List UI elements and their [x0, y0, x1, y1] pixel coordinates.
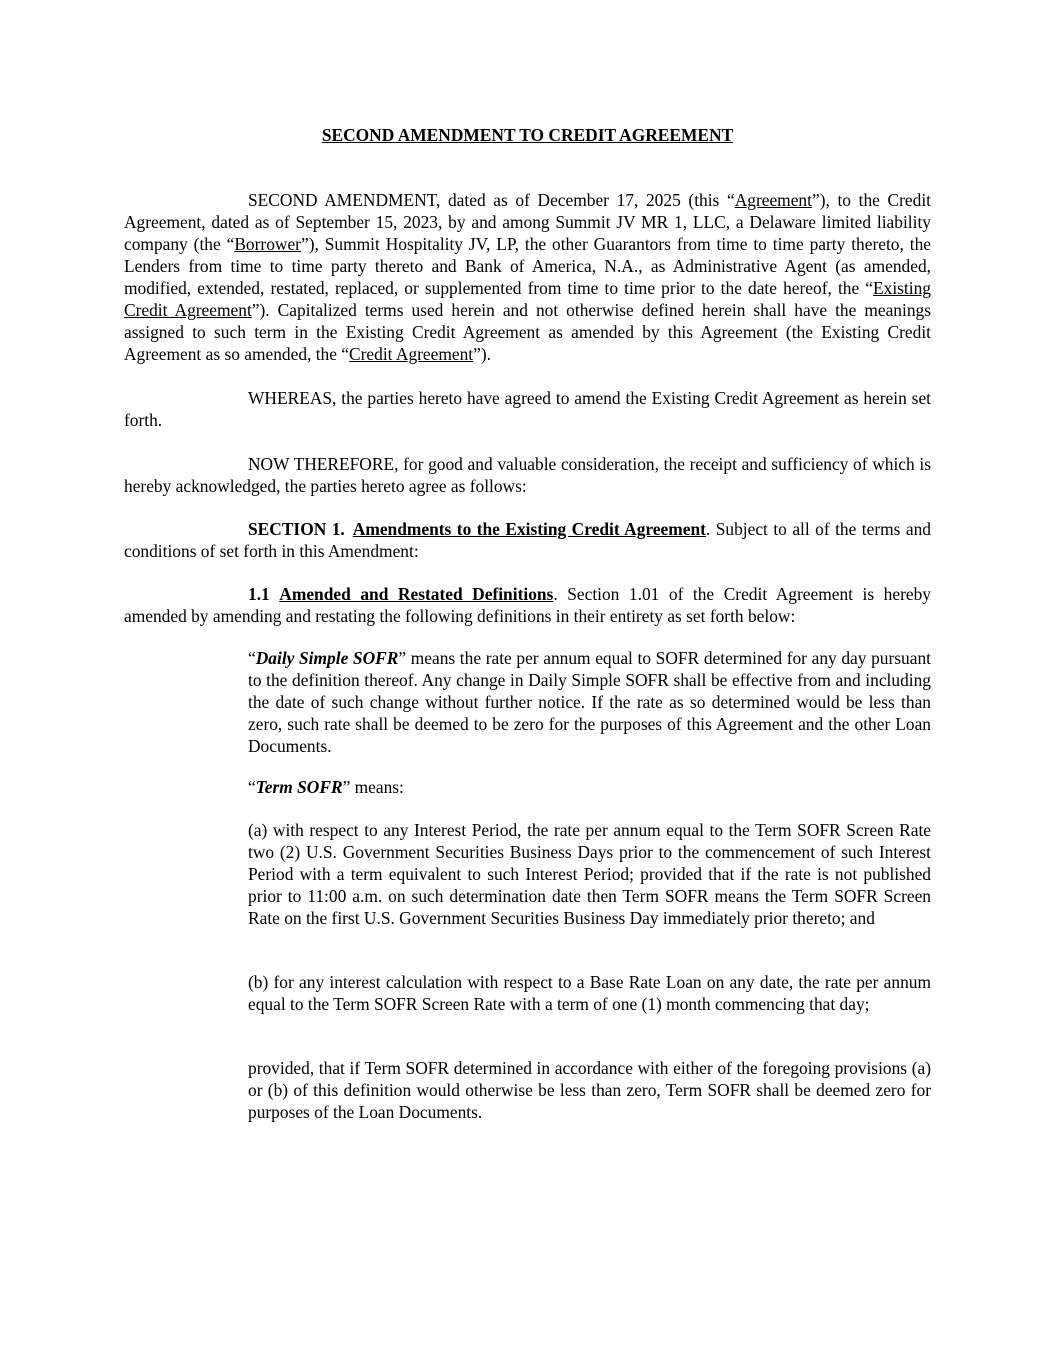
defined-term-daily-simple-sofr: Daily Simple SOFR — [255, 648, 399, 668]
clause-b: (b) for any interest calculation with respect to a Base Rate Loan on any date, the rate per annum equal to the Term SOFR Screen Rate with a term of one (1) month commencing that day; — [248, 972, 931, 1014]
defined-term-borrower: Borrower — [234, 234, 301, 254]
now-therefore-paragraph: NOW THEREFORE, for good and valuable consideration, the receipt and sufficiency of which is hereby acknowledged, the parties hereto agree as follows: — [124, 454, 931, 496]
section-1-paragraph — [124, 518, 931, 562]
intro-text-3: ”), Summit Hospitality JV, LP, the other Guarantors from time to time party thereto, the Lenders from time to time party thereto and Bank of America, N.A., as Administrative Agent (as amended, modified, extended, restated, replaced, or supplemented from time to time prior to the date hereof, the “ — [124, 234, 931, 298]
open-quote: “ — [248, 648, 256, 668]
intro-paragraph — [124, 189, 931, 365]
subsection-1-1-paragraph — [124, 583, 931, 627]
definition-daily-text: ” means the rate per annum equal to SOFR determined for any day pursuant to the definition thereof. Any change in Daily Simple SOFR shall be effective from and including the date of such change without further notice. If the rate as so determined would be less than zero, such rate shall be deemed to be zero for the purposes of this Agreement and the other Loan Documents. — [248, 648, 932, 756]
clause-a: (a) with respect to any Interest Period, the rate per annum equal to the Term SOFR Screen Rate two (2) U.S. Government Securities Business Days prior to the commencement of such Interest Period with a term equivalent to such Interest Period; provided that if the rate is not published prior to 11:00 a.m. on such determination date then Term SOFR means the Term SOFR Screen Rate on the first U.S. Government Securities Business Day immediately prior thereto; and — [248, 820, 931, 928]
document-title: SECOND AMENDMENT TO CREDIT AGREEMENT — [321, 125, 734, 145]
defined-term-existing-credit-agreement: Existing Credit Agreement — [124, 278, 931, 320]
subsection-text: . Section 1.01 of the Credit Agreement is hereby amended by amending and restating the following definitions in their entirety as set forth below: — [124, 584, 931, 626]
open-quote: “ — [248, 777, 256, 797]
intro-text-4: ”). Capitalized terms used herein and not otherwise defined herein shall have the meanings assigned to such term in the Existing Credit Agreement as amended by this Agreement (the Existing Credit Agreement as so amended, the “ — [124, 300, 931, 364]
whereas-paragraph: WHEREAS, the parties hereto have agreed to amend the Existing Credit Agreement as herein set forth. — [124, 388, 931, 430]
intro-text-1: SECOND AMENDMENT, dated as of December 17, 2025 (this “ — [248, 190, 735, 210]
proviso-paragraph: provided, that if Term SOFR determined in accordance with either of the foregoing provisions (a) or (b) of this definition would otherwise be less than zero, Term SOFR shall be deemed zero for purposes of the Loan Documents. — [248, 1058, 931, 1122]
subsection-heading: Amended and Restated Definitions — [279, 584, 554, 604]
definition-term-text: ” means: — [342, 777, 404, 797]
section-1-heading: Amendments to the Existing Credit Agreement — [352, 519, 706, 539]
section-1-number: SECTION 1. — [248, 519, 345, 539]
definition-daily-simple-sofr — [248, 647, 931, 757]
intro-text-2: ”), to the Credit Agreement, dated as of September 15, 2023, by and among Summit JV MR 1, LLC, a Delaware limited liability company (the “ — [124, 190, 931, 254]
section-1-text: . Subject to all of the terms and conditions of set forth in this Amendment: — [124, 519, 931, 561]
intro-text-5: ”). — [473, 344, 492, 364]
defined-term-credit-agreement: Credit Agreement — [349, 344, 474, 364]
defined-term-agreement: Agreement — [734, 190, 812, 210]
definition-term-sofr — [248, 776, 931, 798]
defined-term-term-sofr: Term SOFR — [255, 777, 343, 797]
subsection-number: 1.1 — [248, 584, 270, 604]
